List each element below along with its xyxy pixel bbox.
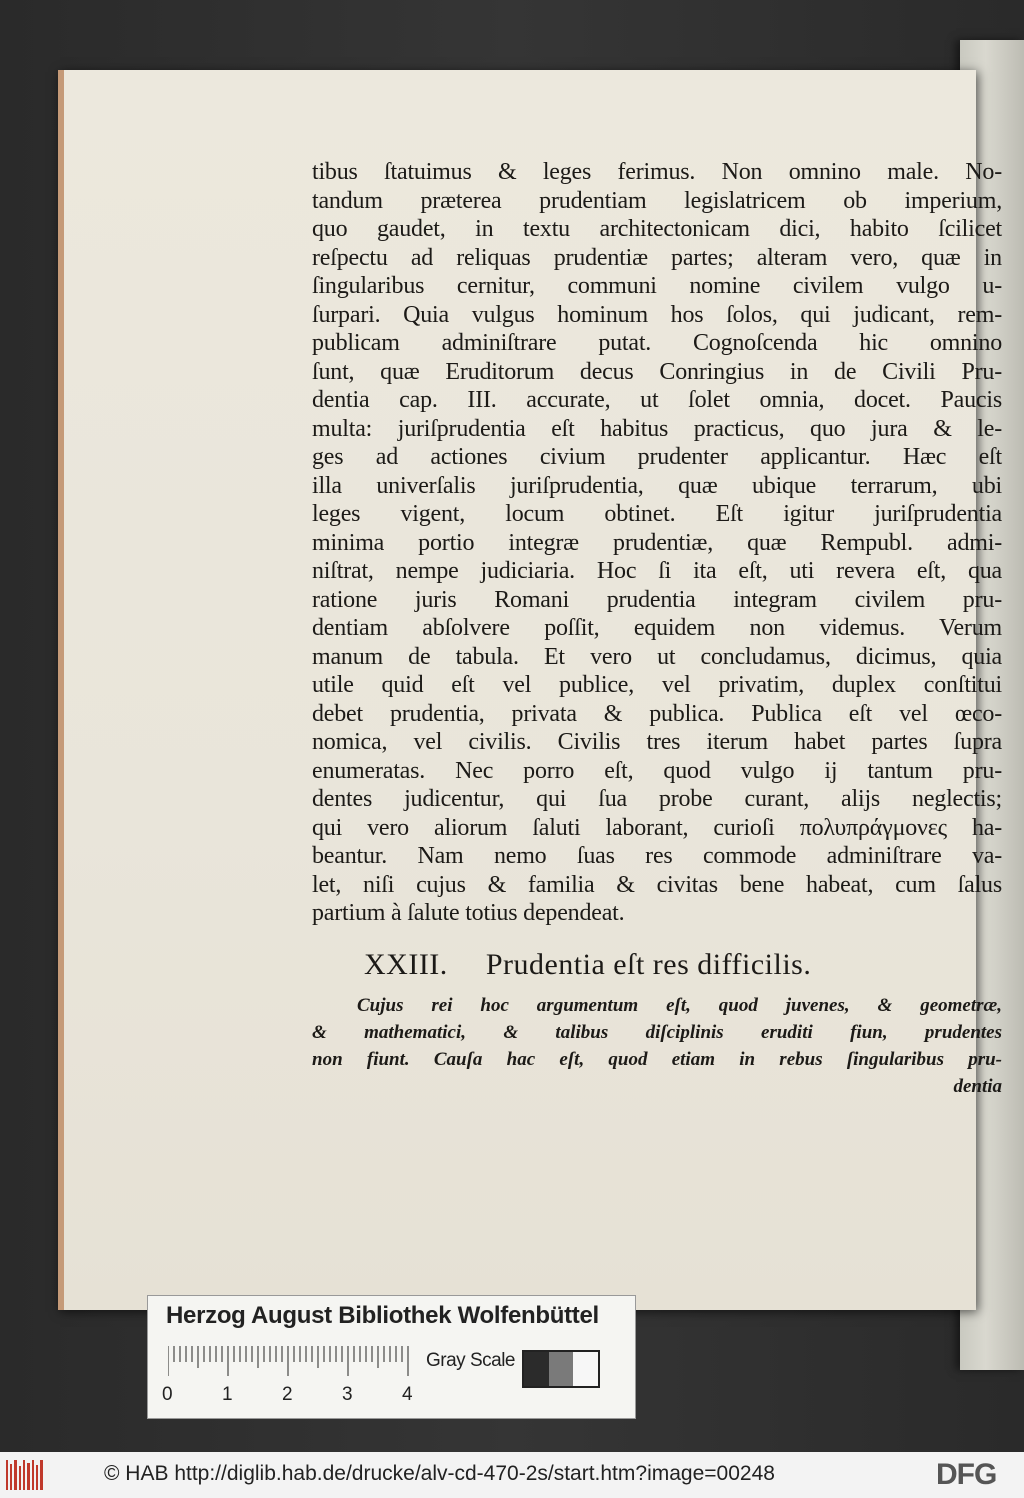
ruler-label: 2 [282, 1384, 293, 1405]
text-line: dentiam abſolvere poſſit, equidem non videmus. Verum [312, 615, 1002, 641]
italic-line: & mathematici, & talibus diſciplinis eruditi fiun, prudentes [312, 1022, 1002, 1043]
text-line: ſurpari. Quia vulgus hominum hos ſolos, qui judicant, rem- [312, 301, 1002, 328]
text-line: nomica, vel civilis. Civilis tres iterum habet partes ſupra [312, 729, 1002, 755]
text-line: leges vigent, locum obtinet. Eſt igitur juriſprudentia [312, 501, 1002, 527]
text-line: publicam adminiſtrare putat. Cognoſcenda hic omnino [312, 330, 1002, 356]
text-line: utile quid eſt vel publice, vel privatim, duplex conſtitui [312, 672, 1002, 698]
text-line: dentes judicentur, qui ſua probe curant, alijs neglectis; [312, 786, 1002, 812]
text-line: ſunt, quæ Eruditorum decus Conringius in de Civili Pru- [312, 358, 1002, 385]
text-line: manum de tabula. Et vero ut concludamus, dicimus, quia [312, 643, 1002, 670]
text-line: illa univerſalis juriſprudentia, quæ ubique terrarum, ubi [312, 472, 1002, 499]
library-name: Herzog August Bibliothek Wolfenbüttel [166, 1302, 599, 1329]
text-line: enumeratas. Nec porro eſt, quod vulgo ij tantum pru- [312, 757, 1002, 784]
italic-text [312, 992, 1002, 1100]
text-line: debet prudentia, privata & publica. Publica eſt vel œco- [312, 700, 1002, 727]
section-number: XXIII. [364, 948, 448, 981]
body-text [312, 158, 1002, 928]
barcode-icon [6, 1460, 46, 1490]
ruler-scale [168, 1346, 412, 1376]
text-line: niſtrat, nempe judiciaria. Hoc ſi ita eſt, uti revera eſt, qua [312, 558, 1002, 584]
text-line: ges ad actiones civium prudenter applicantur. Hæc eſt [312, 444, 1002, 470]
gray-swatch [573, 1352, 598, 1386]
section-heading [364, 948, 964, 982]
text-line: minima portio integræ prudentiæ, quæ Rempubl. admi- [312, 529, 1002, 556]
text-line: quo gaudet, in textu architectonicam dici, habito ſcilicet [312, 216, 1002, 242]
ruler-label: 3 [342, 1384, 353, 1405]
text-line: ratione juris Romani prudentia integram civilem pru- [312, 586, 1002, 613]
text-line: let, niſi cujus & familia & civitas bene habeat, cum ſalus [312, 871, 1002, 898]
text-line: ſingularibus cernitur, communi nomine civilem vulgo u- [312, 273, 1002, 299]
text-line: tibus ſtatuimus & leges ferimus. Non omnino male. No- [312, 159, 1002, 185]
gray-swatch [524, 1352, 549, 1386]
gray-swatch [549, 1352, 574, 1386]
text-line: dentia cap. III. accurate, ut ſolet omnia, docet. Paucis [312, 387, 1002, 413]
footer-bar [0, 1452, 1024, 1498]
italic-line: Cujus rei hoc argumentum eſt, quod juvenes, & geometræ, [357, 995, 1002, 1016]
text-line: tandum præterea prudentiam legislatricem ob imperium, [312, 187, 1002, 214]
ruler-label: 4 [402, 1384, 413, 1405]
ruler-label: 0 [162, 1384, 173, 1405]
text-line: reſpectu ad reliquas prudentiæ partes; alteram vero, quæ in [312, 244, 1002, 271]
dfg-logo: DFG [936, 1458, 997, 1491]
book-page [58, 70, 1002, 1310]
section-title: Prudentia eſt res difficilis. [485, 948, 812, 981]
library-card [148, 1296, 635, 1418]
catchword: dentia [953, 1076, 1002, 1097]
gray-scale-label: Gray Scale [426, 1350, 515, 1371]
text-line: beantur. Nam nemo ſuas res commode adminiſtrare va- [312, 843, 1002, 869]
text-line: qui vero aliorum ſaluti laborant, curioſi πολυπράγμονες ha- [312, 814, 1002, 841]
italic-line: non fiunt. Cauſa hac eſt, quod etiam in rebus ſingularibus pru- [312, 1049, 1002, 1070]
ruler-label: 1 [222, 1384, 233, 1405]
gray-scale-swatch [522, 1350, 600, 1388]
copyright-url[interactable]: © HAB http://diglib.hab.de/drucke/alv-cd-470-2s/start.htm?image=00248 [104, 1462, 775, 1485]
text-line: multa: juriſprudentia eſt habitus practicus, quo jura & le- [312, 415, 1002, 442]
text-line: partium à ſalute totius dependeat. [312, 900, 625, 926]
